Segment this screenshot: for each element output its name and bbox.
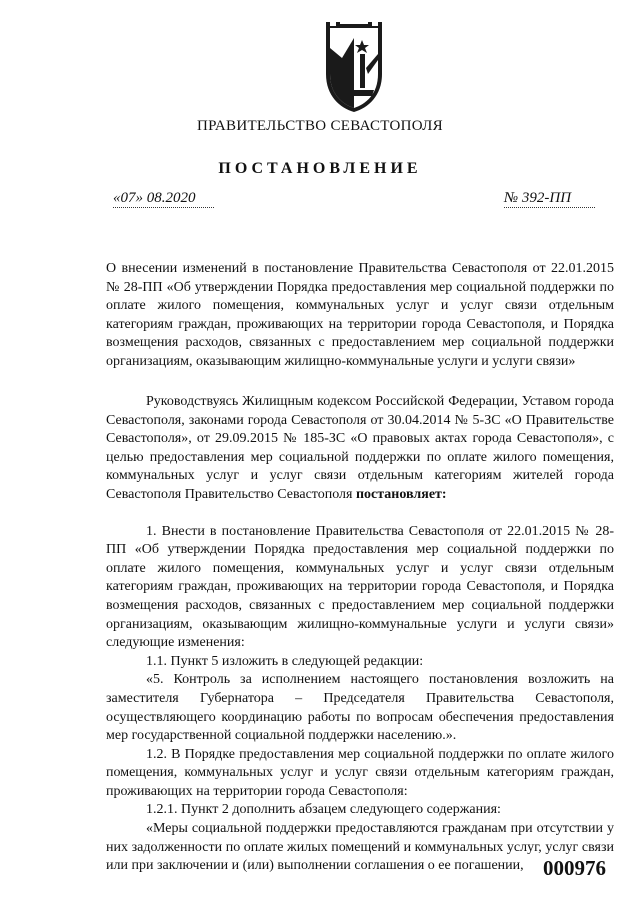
clause-5-text: «5. Контроль за исполнением настоящего постановления возложить на заместителя Губернатора – Председателя Правительства Севастополя, осуществляющего координацию работы по вопросам обеспечения предоставления мер государственной социальной поддержки населению.». <box>106 672 614 744</box>
document-body <box>106 393 614 876</box>
clause-1-2-1: 1.2.1. Пункт 2 дополнить абзацем следующего содержания: <box>146 802 501 818</box>
document-date: «07» 08.2020 <box>113 190 214 208</box>
preamble-verb: постановляет: <box>355 486 447 502</box>
document-subject: О внесении изменений в постановление Правительства Севастополя от 22.01.2015 № 28-ПП «Об утверждении Порядка предоставления мер социальной поддержки по оплате жилого помещения, коммунальных услуг и услуг связи отдельным категориям граждан, проживающих на территории города Севастополя, и Порядка возмещения расходов, связанных с предоставлением мер социальной поддержки организациям, оказывающим жилищно-коммунальные услуги и услуги связи» <box>106 261 614 369</box>
document-number: № 392-ПП <box>504 190 595 208</box>
document-type-title: ПОСТАНОВЛЕНИЕ <box>218 160 422 177</box>
serial-number: 000976 <box>543 856 606 880</box>
clause-1-1: 1.1. Пункт 5 изложить в следующей редакции: <box>146 653 424 669</box>
government-name: ПРАВИТЕЛЬСТВО СЕВАСТОПОЛЯ <box>197 118 443 134</box>
clause-1-2-1-text: «Меры социальной поддержки предоставляются гражданам при отсутствии у них задолженности по оплате жилых помещений и коммунальных услуг, услуг связи или при заключении и (или) выполнении соглашения о ее погашении, <box>106 821 614 874</box>
preamble-text: Руководствуясь Жилищным кодексом Российской Федерации, Уставом города Севастополя, законами города Севастополя от 30.04.2014 № 5-ЗС «О Правительстве Севастополя», от 29.09.2015 № 185-ЗС «О правовых актах города Севастополя», с целью предоставления мер социальной поддержки по оплате жилого помещения, коммунальных услуг и услуг связи отдельным категориям жителей города Севастополя Правительство Севастополя <box>106 394 614 502</box>
clause-1-2: 1.2. В Порядке предоставления мер социальной поддержки по оплате жилого помещения, коммунальных услуг и услуг связи отдельным категориям граждан, проживающих на территории города Севастополя: <box>106 746 614 799</box>
sevastopol-coat-of-arms-emblem <box>320 18 388 114</box>
clause-1: 1. Внести в постановление Правительства Севастополя от 22.01.2015 № 28-ПП «Об утверждении Порядка предоставления мер социальной поддержки по оплате жилого помещения, коммунальных услуг и услуг связи отдельным категориям граждан, проживающих на территории города Севастополя, и Порядка возмещения расходов, связанных с предоставлением мер социальной поддержки организациям, оказывающим жилищно-коммунальные услуги и услуги связи» следующие изменения: <box>106 523 614 651</box>
preamble-paragraph <box>106 393 614 505</box>
